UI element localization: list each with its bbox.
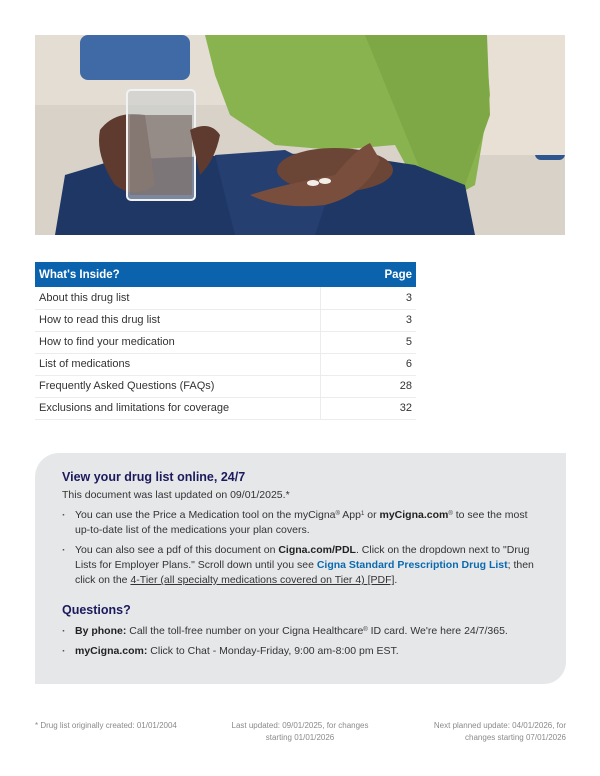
footer-last-updated [230, 720, 370, 744]
footer-next-update [426, 720, 566, 744]
online-section-title: View your drug list online, 24/7 [62, 470, 246, 484]
table-row[interactable] [35, 353, 416, 375]
table-row[interactable] [35, 309, 416, 331]
photo-illustration [35, 35, 565, 235]
footer-line: changes starting 07/01/2026 [465, 733, 566, 742]
bullet-text: ; then click on the [75, 559, 534, 586]
questions-title: Questions? [62, 603, 131, 617]
cigna-pdl-link[interactable]: Cigna.com/PDL [278, 544, 356, 556]
hero-photo [35, 35, 565, 235]
registered-mark: ® [448, 511, 453, 517]
row-topic: How to find your medication [35, 331, 320, 353]
row-topic: Exclusions and limitations for coverage [35, 397, 320, 419]
row-page: 6 [320, 353, 416, 375]
bullet-text: or [364, 509, 380, 521]
registered-mark: ® [335, 511, 340, 517]
row-page: 3 [320, 287, 416, 309]
online-bullets [62, 508, 540, 588]
footer-created: * Drug list originally created: 01/01/2004 [35, 721, 177, 730]
table-row[interactable] [35, 287, 416, 309]
row-page: 3 [320, 309, 416, 331]
info-box [35, 453, 566, 684]
phone-label: By phone: [75, 625, 127, 637]
table-row[interactable] [35, 331, 416, 353]
table-row[interactable] [35, 397, 416, 419]
bullet-text: Click to Chat - Monday-Friday, 9:00 am-8:00 pm EST. [147, 645, 399, 657]
footer-line: starting 01/01/2026 [265, 733, 335, 742]
table-row[interactable] [35, 375, 416, 397]
row-topic: How to read this drug list [35, 309, 320, 331]
footer-line: Next planned update: 04/01/2026, for [433, 721, 566, 730]
row-page: 32 [320, 397, 416, 419]
bullet-price-tool [62, 508, 540, 538]
bullet-text: You can use the Price a Medication tool on the myCigna [75, 509, 336, 521]
bullet-text: You can also see a pdf of this document on [75, 544, 279, 556]
bullet-text: App [339, 509, 361, 521]
last-updated-text: This document was last updated on 09/01/2025.* [62, 489, 290, 501]
contents-header-row [35, 262, 416, 287]
row-topic: List of medications [35, 353, 320, 375]
bullet-text: . Click on the dropdown next to "Drug Lists for Employer Plans." Scroll down until you see [75, 544, 530, 571]
mycigna-link[interactable]: myCigna.com [379, 509, 449, 521]
row-topic: About this drug list [35, 287, 320, 309]
bullet-pdf [62, 543, 540, 588]
bullet-chat [62, 644, 540, 659]
mycigna-chat-link[interactable]: myCigna.com: [75, 645, 148, 657]
contents-header-page: Page [320, 262, 416, 287]
footer-line: Last updated: 09/01/2025, for changes [231, 721, 369, 730]
standard-drug-list-link[interactable]: Cigna Standard Prescription Drug List [316, 559, 508, 571]
bullet-text: ID card. We're here 24/7/365. [367, 625, 508, 637]
row-page: 5 [320, 331, 416, 353]
row-topic: Frequently Asked Questions (FAQs) [35, 375, 320, 397]
contents-table [35, 262, 416, 420]
bullet-phone [62, 624, 540, 639]
bullet-text: to see the most up-to-date list of the medications your plan covers. [75, 509, 528, 536]
bullet-text: Call the toll-free number on your Cigna Healthcare [126, 625, 364, 637]
four-tier-pdf-link[interactable]: 4-Tier (all specialty medications covered on Tier 4) [PDF] [130, 574, 395, 586]
row-page: 28 [320, 375, 416, 397]
registered-mark: ® [363, 627, 368, 633]
footnote-mark: 1 [360, 511, 365, 517]
questions-bullets [62, 624, 540, 659]
contents-header-topic: What's Inside? [35, 262, 320, 287]
bullet-text: . [394, 574, 398, 586]
